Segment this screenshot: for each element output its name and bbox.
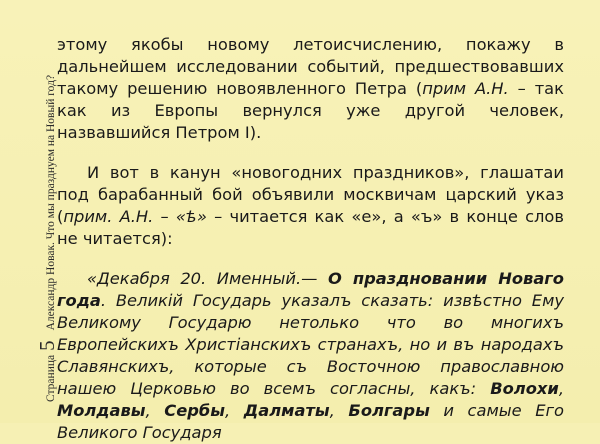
side-margin bbox=[26, 0, 59, 423]
comma: , bbox=[145, 401, 165, 420]
decree-heading: «Декабря 20. Именный.— bbox=[87, 269, 328, 288]
author-note: прим А.Н. bbox=[422, 79, 509, 98]
paragraph-2-dash: – bbox=[153, 207, 176, 226]
people-dalmatians: Далматы bbox=[243, 401, 330, 420]
people-moldavians: Молдавы bbox=[57, 401, 146, 420]
side-header bbox=[37, 75, 58, 402]
paragraph-1 bbox=[57, 34, 564, 144]
yat-letter: «ѣ» bbox=[175, 207, 207, 226]
decree-title: О праздновании Новаго года bbox=[57, 269, 564, 310]
people-wallachians: Волохи bbox=[490, 379, 559, 398]
comma: , bbox=[225, 401, 244, 420]
decree-text-end: и самые Его Великого Государя bbox=[57, 401, 564, 442]
page-label: Страница bbox=[45, 354, 57, 402]
people-serbs: Сербы bbox=[164, 401, 225, 420]
text-body bbox=[57, 34, 564, 444]
paragraph-2-text-a: И вот в канун «новогодних праздников», глашатаи под барабанный бой объявили москвичам царский указ ( bbox=[57, 163, 564, 226]
decree-text: . Великій Государь указалъ сказать: извѣстно Ему Великому Государю нетолько что во многихъ Европейскихъ Христіанскихъ странахъ, но и въ народахъ Славянскихъ, которые съ Восточною православною нашею Церковью во всемъ согласны, какъ: bbox=[57, 291, 564, 398]
decree-quote bbox=[57, 268, 564, 444]
page-number: 5 bbox=[35, 340, 59, 351]
comma: , bbox=[329, 401, 349, 420]
document-title: Александр Новак. Что мы празднуем на Новый год? bbox=[45, 74, 57, 331]
paragraph-2-text-b: – читается как «е», а «ъ» в конце слов не читается): bbox=[57, 207, 564, 248]
paragraph-1-text-a: этому якобы новому летоисчислению, покажу в дальнейшем исследовании событий, предшествовавших такому решению новоявленного Петра ( bbox=[57, 35, 564, 98]
author-note: прим. А.Н. bbox=[63, 207, 154, 226]
paragraph-1-text-b: – так как из Европы вернулся уже другой человек, назвавшийся Петром I). bbox=[57, 79, 564, 142]
paragraph-2 bbox=[57, 162, 564, 250]
comma: , bbox=[558, 379, 564, 398]
people-bulgarians: Болгары bbox=[348, 401, 430, 420]
